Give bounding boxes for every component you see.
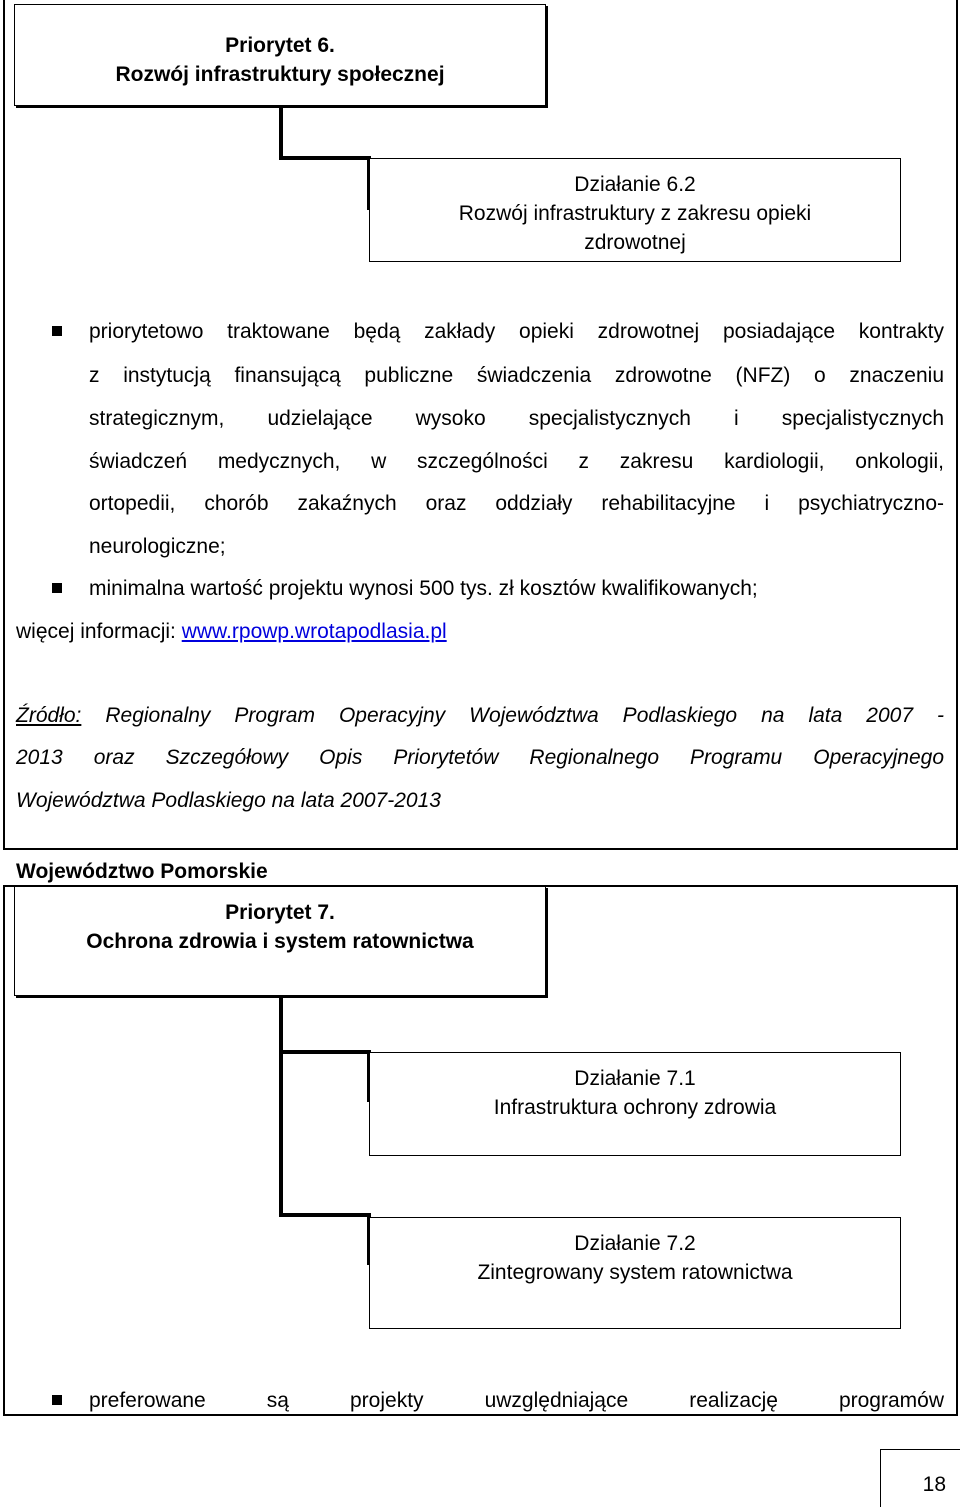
- bullet1-line4: świadczeń medycznych, w szczególności z zakresu kardiologii, onkologii,: [89, 450, 944, 473]
- bullet1-line1: priorytetowo traktowane będą zakłady opieki zdrowotnej posiadające kontrakty: [89, 320, 944, 343]
- priority-6-box: [14, 4, 546, 106]
- priority-7-number: Priorytet 7.: [225, 901, 335, 924]
- action-7-1-number: Działanie 7.1: [574, 1067, 696, 1090]
- bullet-marker: [52, 326, 62, 336]
- section2-bullet1: preferowane są projekty uwzględniające realizację programów: [89, 1389, 944, 1412]
- source-text-line1: Regionalny Program Operacyjny Województwa Podlaskiego na lata 2007 -: [105, 704, 944, 727]
- source-line3: Województwa Podlaskiego na lata 2007-2013: [16, 789, 441, 812]
- more-info-label: więcej informacji:: [16, 620, 182, 643]
- action-6-2-title-line1: Rozwój infrastruktury z zakresu opieki: [458, 202, 812, 225]
- bullet1-line2: z instytucją finansującą publiczne świadczenia zdrowotne (NFZ) o znaczeniu: [89, 364, 944, 387]
- action-6-2-title-line2: zdrowotnej: [584, 231, 686, 254]
- bullet2-text: minimalna wartość projektu wynosi 500 tys. zł kosztów kwalifikowanych;: [89, 577, 758, 600]
- more-info-link[interactable]: www.rpowp.wrotapodlasia.pl: [181, 620, 447, 643]
- page-number-box: [880, 1449, 960, 1507]
- more-info: [16, 619, 447, 645]
- action-7-1-box: [369, 1052, 901, 1156]
- priority-7-title: Ochrona zdrowia i system ratownictwa: [86, 930, 474, 953]
- connector-vertical-6: [279, 106, 283, 160]
- region-heading-pomorskie: Województwo Pomorskie: [16, 860, 268, 883]
- priority-7-box: [14, 886, 546, 996]
- action-6-2-number: Działanie 6.2: [574, 173, 696, 196]
- priority-6-title: Rozwój infrastruktury społecznej: [115, 63, 445, 86]
- source-line2: 2013 oraz Szczegółowy Opis Priorytetów Regionalnego Programu Operacyjnego: [16, 746, 944, 769]
- bullet-marker: [52, 1395, 62, 1405]
- action-7-2-title: Zintegrowany system ratownictwa: [477, 1261, 793, 1284]
- bullet-marker: [52, 583, 62, 593]
- bullet1-line5: ortopedii, chorób zakaźnych oraz oddziały rehabilitacyjne i psychiatryczno-: [89, 492, 944, 515]
- action-7-2-box: [369, 1217, 901, 1329]
- priority-6-number: Priorytet 6.: [225, 34, 335, 57]
- connector-horizontal-7-2: [279, 1213, 371, 1217]
- action-6-2-box: [369, 158, 901, 262]
- source-line1: [16, 703, 944, 729]
- connector-vertical-7: [279, 996, 283, 1217]
- connector-horizontal-7-1: [279, 1050, 371, 1054]
- connector-horizontal-6: [279, 156, 371, 160]
- bullet1-line6: neurologiczne;: [89, 535, 226, 558]
- action-7-2-number: Działanie 7.2: [574, 1232, 696, 1255]
- bullet1-line3: strategicznym, udzielające wysoko specjalistycznych i specjalistycznych: [89, 407, 944, 430]
- page-number: 18: [922, 1473, 946, 1496]
- action-7-1-title: Infrastruktura ochrony zdrowia: [493, 1096, 777, 1119]
- source-label: Źródło:: [16, 704, 82, 727]
